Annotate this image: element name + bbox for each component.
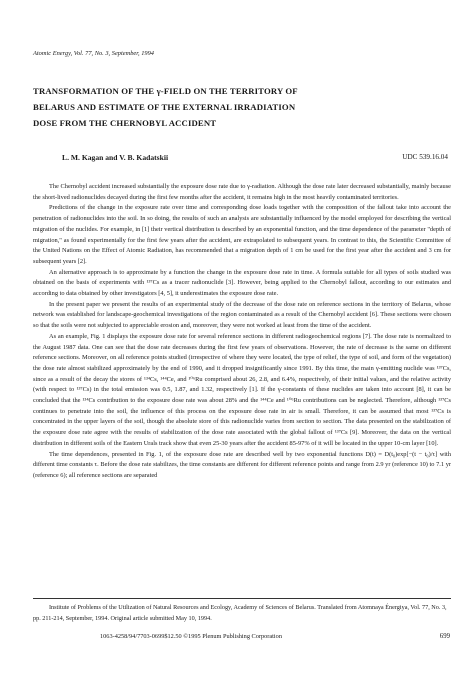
- article-title: [33, 83, 453, 131]
- paragraph: In the present paper we present the results of an experimental study of the decrease of the dose rate on reference sections in the territory of Belarus, whose network was established for landscape-geochemical investigations of the region contaminated as a result of the Chernobyl accident [6]. These sections were chosen so that the soils were not subjected to appreciable erosion and, moreover, they were not worked at least from the time of the accident.: [33, 300, 451, 330]
- udc-code: UDC 539.16.04: [402, 153, 448, 161]
- paragraph: The time dependences, presented in Fig. 1, of the exposure dose rate are described well by two exponential functions D(t) = D(t₀)exp[−(t − t₀)/τ] with different time constants τ. Before the dose rate stabilizes, the time constants are different for different reference points and range from 2.9 yr (reference 10) to 7.1 yr (reference 6); all reference sections are separated: [33, 450, 451, 479]
- paragraph: As an example, Fig. 1 displays the exposure dose rate for several reference sections in different radiogeochemical regions [7]. The dose rate is normalized to the August 1987 data. One can see that the dose rate decreases during the first few years of observations. However, the rate of decrease is the same on different reference sections. Moreover, on all reference points studied (irrespective of where they were located, the type of relief, the type of soil, and form of the vegetation) the dose rate almost stabilized approximately by the end of 1990, and it dropped insignificantly since 1991. By this time, the main γ-emitting nuclide was ¹³⁷Cs, since as a result of the decay the stores of ¹³⁴Cs, ¹⁴⁴Ce, and ¹⁰⁶Ru comprised about 26, 2.8, and 6.4%, respectively, of their initial values, and the relative activity (with respect to ¹³⁷Cs) in the total emission was 0.5, 1.87, and 1.32, respectively [1]. If the γ-constants of these nuclides are taken into account [8], it can be concluded that the ¹³⁴Cs contribution to the exposure dose rate was about 28% and the ¹⁴⁴Ce and ¹⁰⁶Ru contributions can be neglected. Therefore, although ¹³⁷Cs continues to penetrate into the soil, the influence of this process on the exposure dose rate in air is small. Therefore, it can be assumed that most ¹³⁷Cs is concentrated in the upper layers of the soil, though the absolute store of this radionuclide varies from section to section. The data presented on the stabilization of the exposure dose rate agree with the results of stabilization of the dose rate associated with the global fallout of ¹³⁷Cs [9]. Moreover, the data on the vertical distribution in different soils of the Eastern Urals track show that even 25-30 years after the accident 85-97% of it will be located in the upper 10-cm layer [10].: [33, 332, 451, 447]
- footnote-divider: [33, 598, 451, 599]
- article-body: [33, 182, 451, 482]
- title-line: DOSE FROM THE CHERNOBYL ACCIDENT: [33, 118, 217, 128]
- authors: L. M. Kagan and V. B. Kadatskii: [62, 153, 169, 162]
- title-line: BELARUS AND ESTIMATE OF THE EXTERNAL IRRADIATION: [33, 102, 296, 112]
- page-number: 699: [439, 633, 450, 640]
- journal-citation: Atomic Energy, Vol. 77, No. 3, September, 1994: [33, 50, 154, 57]
- paragraph: An alternative approach is to approximate by a function the change in the exposure dose rate in time. A formula suitable for all types of soils studied was obtained on the basis of experiments with ¹³⁷Cs as a tracer radionuclide [3]. However, being applied to the Chernobyl fallout, according to our estimates and according to data obtained by other investigators [4, 5], it underestimates the exposure dose rate.: [33, 268, 451, 298]
- copyright-line: 1063-4258/94/7703-0699$12.50 ©1995 Plenum Publishing Corporation: [100, 633, 282, 640]
- affiliation-footnote: Institute of Problems of the Utilization of Natural Resources and Ecology, Academy of Sciences of Belarus. Translated from Atomnaya Énergiya, Vol. 77, No. 3, pp. 211-214, September, 1994. Original article submitted May 10, 1994.: [33, 604, 447, 622]
- paragraph: Predictions of the change in the exposure rate over time and corresponding dose loads together with the composition of the fallout take into account the penetration of radionuclides into the soil. In so doing, the results of such an analysis are substantially influenced by the model employed for describing the vertical migration of the nuclides. For example, in [1] their vertical distribution is described by an exponential function, and the time dependence of the parameter "depth of migration," as found experimentally for the first few years after the accident, are extrapolated to subsequent years. In contrast to this, the Scientific Committee of the United Nations on the Effect of Atomic Radiation, has recommended that a migration depth of 1 cm be used for the first year after the accident and 3 cm for subsequent years [2].: [33, 204, 451, 265]
- title-line: TRANSFORMATION OF THE γ-FIELD ON THE TERRITORY OF: [33, 86, 298, 96]
- paragraph: The Chernobyl accident increased substantially the exposure dose rate due to γ-radiation. Although the dose rate later decreased substantially, mainly because the short-lived radionuclides decayed during the first few months after the accident, it remains high in the most heavily contaminated territories.: [33, 183, 451, 201]
